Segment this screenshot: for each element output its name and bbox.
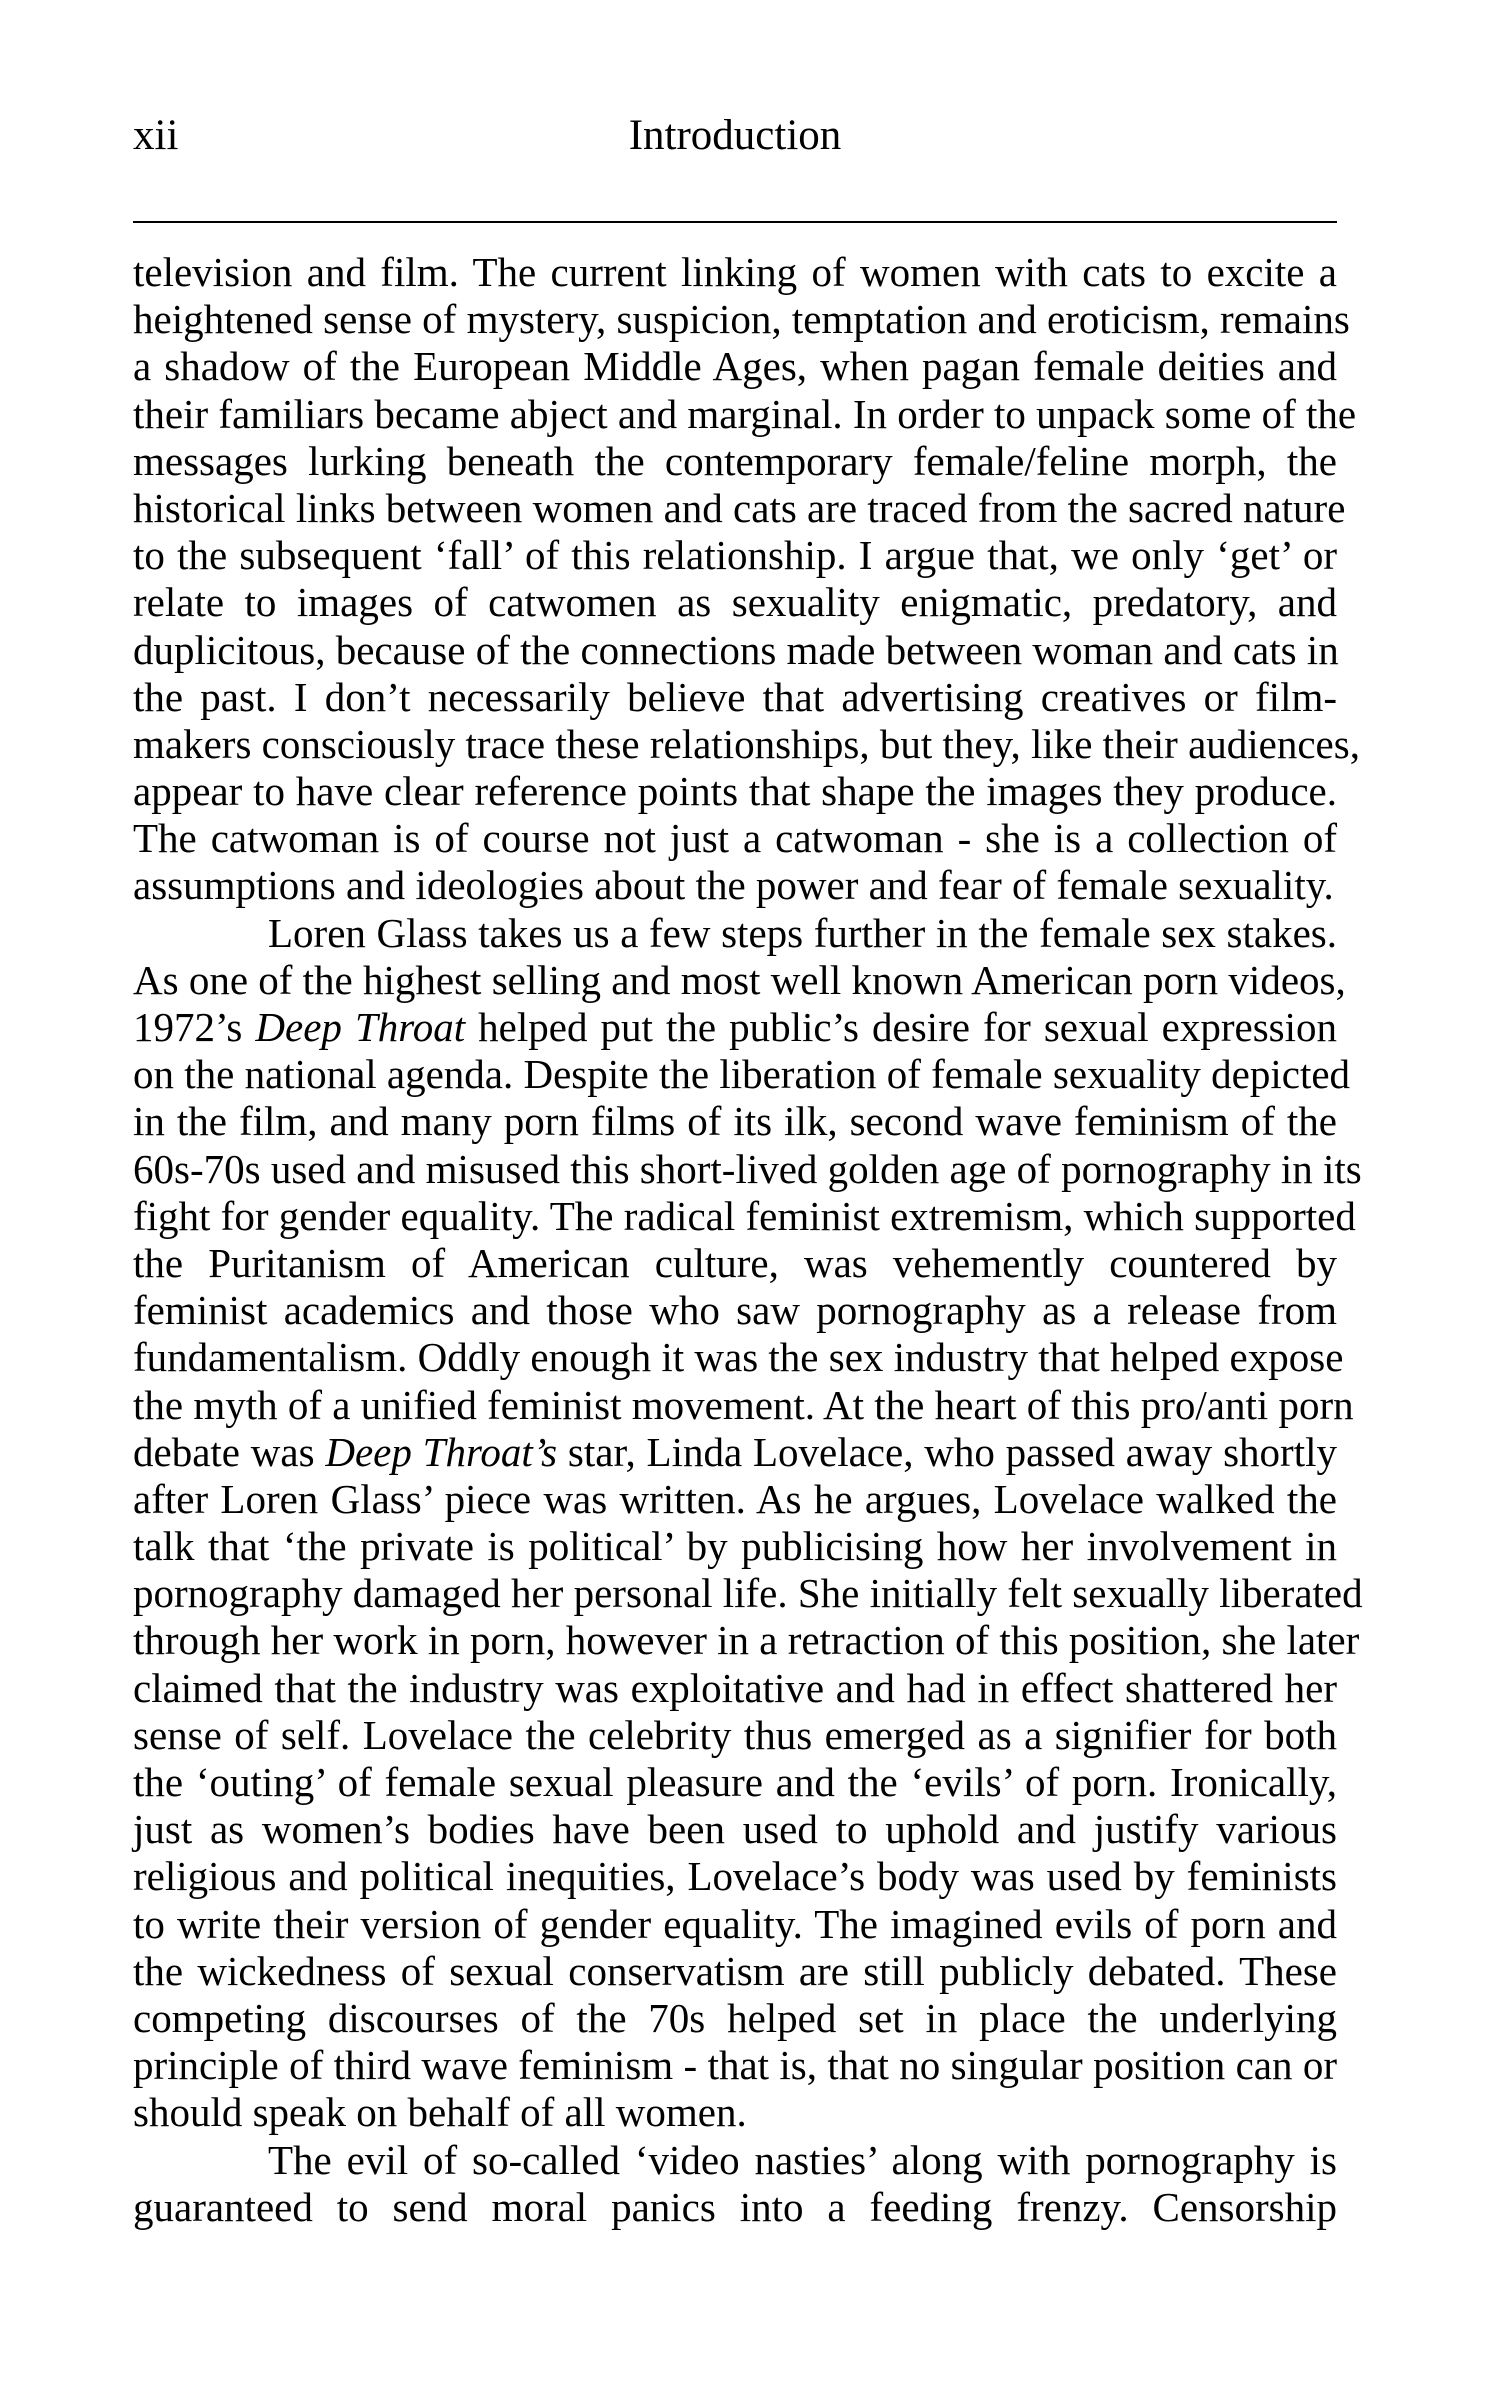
text-line: the myth of a unified feminist movement. At the heart of this pro/anti porn — [133, 1381, 1354, 1428]
text-line: fundamentalism. Oddly enough it was the sex industry that helped expose — [133, 1334, 1344, 1381]
text-line: The evil of so-called ‘video nasties’ along with pornography is — [268, 2136, 1337, 2183]
text-line: to the subsequent ‘fall’ of this relationship. I argue that, we only ‘get’ or — [133, 532, 1337, 579]
text-line: in the film, and many porn films of its ilk, second wave feminism of the — [133, 1098, 1337, 1145]
text-line: fight for gender equality. The radical feminist extremism, which supported — [133, 1192, 1356, 1239]
text-line: Loren Glass takes us a few steps further in the female sex stakes. — [268, 909, 1337, 956]
running-head: Introduction — [628, 112, 842, 159]
body-text — [133, 249, 1363, 2231]
text-line: religious and political inequities, Lovelace’s body was used by feminists — [133, 1853, 1337, 1900]
paragraph — [133, 249, 1360, 910]
text-line: feminist academics and those who saw pornography as a release from — [133, 1287, 1337, 1334]
text-line: heightened sense of mystery, suspicion, temptation and eroticism, remains — [133, 296, 1350, 343]
text-line: television and film. The current linking of women with cats to excite a — [133, 249, 1337, 295]
text-line: 1972’s Deep Throat helped put the public’s desire for sexual expression — [133, 1004, 1338, 1050]
text-line: makers consciously trace these relationships, but they, like their audiences, — [133, 720, 1360, 767]
text-line: talk that ‘the private is political’ by publicising how her involvement in — [133, 1523, 1337, 1570]
text-line: As one of the highest selling and most well known American porn videos, — [133, 956, 1346, 1003]
text-line: through her work in porn, however in a retraction of this position, she later — [133, 1617, 1360, 1664]
text-line: competing discourses of the 70s helped set in place the underlying — [133, 1994, 1337, 2041]
text-line: historical links between women and cats are traced from the sacred nature — [133, 484, 1346, 531]
text-line: should speak on behalf of all women. — [133, 2089, 747, 2136]
text-line: The catwoman is of course not just a catwoman - she is a collection of — [133, 815, 1337, 862]
text-line: relate to images of catwomen as sexuality enigmatic, predatory, and — [133, 579, 1337, 626]
text-line: after Loren Glass’ piece was written. As he argues, Lovelace walked the — [133, 1475, 1337, 1522]
text-line: debate was Deep Throat’s star, Linda Lovelace, who passed away shortly — [133, 1428, 1337, 1475]
text-line: assumptions and ideologies about the power and fear of female sexuality. — [133, 862, 1334, 909]
text-line: pornography damaged her personal life. She initially felt sexually liberated — [133, 1570, 1363, 1617]
text-line: the wickedness of sexual conservatism are still publicly debated. These — [133, 1947, 1337, 1994]
text-line: sense of self. Lovelace the celebrity thus emerged as a signifier for both — [133, 1711, 1337, 1758]
text-line: claimed that the industry was exploitative and had in effect shattered her — [133, 1664, 1337, 1711]
text-line: principle of third wave feminism - that is, that no singular position can or — [133, 2042, 1337, 2089]
text-line: the Puritanism of American culture, was vehemently countered by — [133, 1239, 1337, 1286]
text-line: messages lurking beneath the contemporary female/feline morph, the — [133, 437, 1337, 484]
text-line: on the national agenda. Despite the liberation of female sexuality depicted — [133, 1051, 1351, 1098]
text-line: the ‘outing’ of female sexual pleasure and the ‘evils’ of porn. Ironically, — [133, 1759, 1337, 1805]
text-line: the past. I don’t necessarily believe that advertising creatives or film- — [133, 673, 1337, 720]
text-line: appear to have clear reference points that shape the images they produce. — [133, 768, 1337, 815]
text-line: guaranteed to send moral panics into a feeding frenzy. Censorship — [133, 2183, 1337, 2230]
italic-title: Deep Throat — [255, 1004, 466, 1050]
text-line: just as women’s bodies have been used to uphold and justify various — [133, 1806, 1337, 1853]
paragraph — [133, 909, 1363, 2137]
page-header — [133, 106, 1337, 166]
text-line: a shadow of the European Middle Ages, when pagan female deities and — [133, 343, 1337, 390]
text-line: 60s-70s used and misused this short-lived golden age of pornography in its — [133, 1145, 1362, 1192]
text-line: to write their version of gender equality. The imagined evils of porn and — [133, 1900, 1337, 1947]
text-line: their familiars became abject and marginal. In order to unpack some of the — [133, 390, 1357, 437]
page-number: xii — [133, 112, 179, 159]
paragraph — [133, 2137, 1337, 2231]
italic-title: Deep Throat’s — [325, 1428, 558, 1475]
header-rule — [133, 221, 1337, 223]
text-line: duplicitous, because of the connections made between woman and cats in — [133, 626, 1339, 673]
